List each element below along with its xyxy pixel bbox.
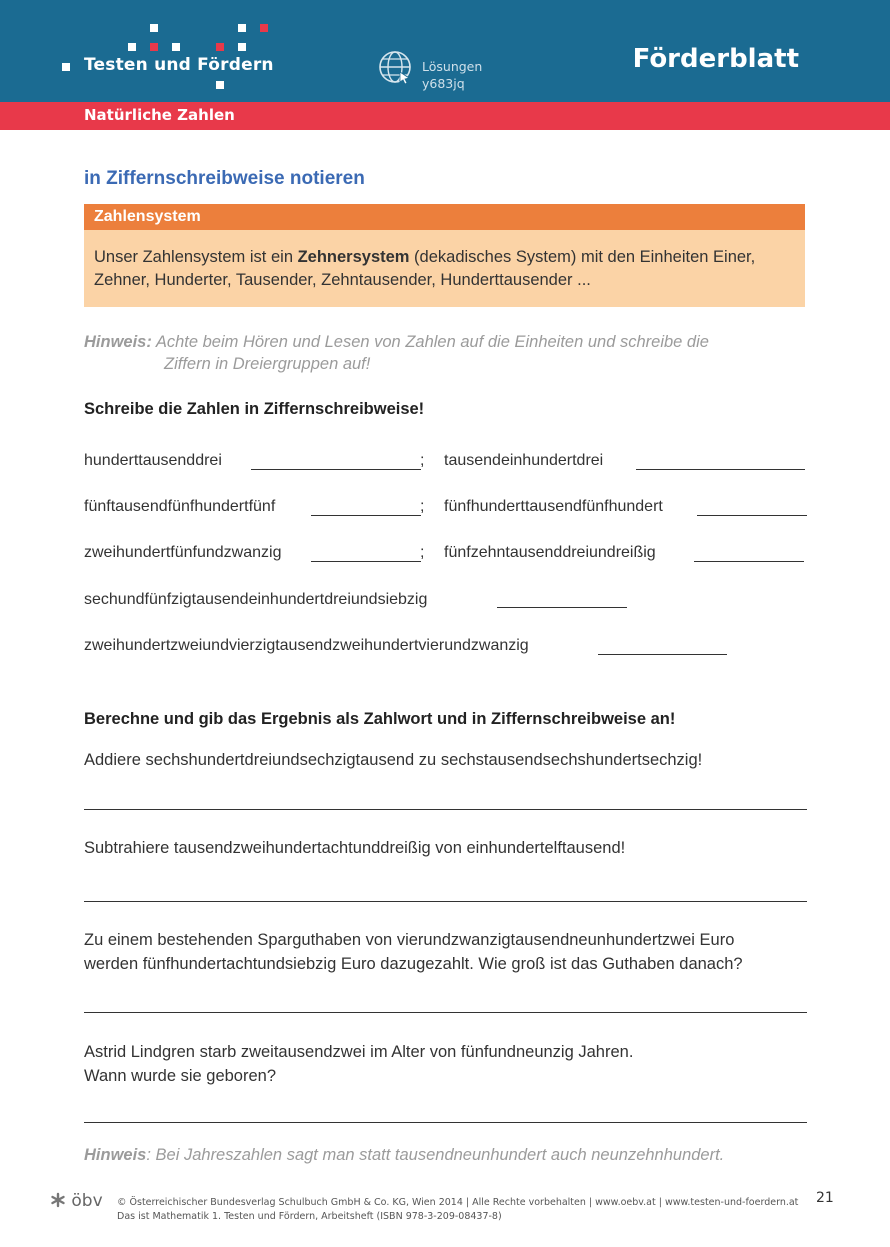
question-4 bbox=[84, 1040, 814, 1088]
info-text-start: Unser Zahlensystem ist ein bbox=[94, 248, 298, 266]
publisher-logo-text: öbv bbox=[71, 1191, 103, 1211]
info-text-bold: Zehnersystem bbox=[297, 248, 410, 266]
number-word: tausendeinhundertdrei bbox=[444, 452, 604, 469]
hint-1 bbox=[84, 331, 784, 375]
separator: ; bbox=[420, 498, 425, 515]
brand-bullet bbox=[62, 63, 70, 71]
answer-blank[interactable] bbox=[697, 515, 807, 516]
answer-line[interactable] bbox=[84, 809, 807, 810]
number-word: sechundfünfzigtausendeinhundertdreiundsiebzig bbox=[84, 591, 428, 608]
hint-line-1: Achte beim Hören und Lesen von Zahlen auf die Einheiten und schreibe die bbox=[151, 333, 709, 351]
number-word: fünftausendfünfhundertfünf bbox=[84, 498, 276, 515]
answer-blank[interactable] bbox=[251, 469, 421, 470]
footer-copyright bbox=[117, 1196, 798, 1224]
question-1 bbox=[84, 748, 814, 772]
info-box-text bbox=[84, 230, 805, 292]
answer-blank[interactable] bbox=[694, 561, 804, 562]
answer-line[interactable] bbox=[84, 1012, 807, 1013]
question-text: Astrid Lindgren starb zweitausendzwei im Alter von fünfundneunzig Jahren. bbox=[84, 1043, 634, 1061]
hint-2 bbox=[84, 1146, 724, 1165]
solutions-link[interactable] bbox=[422, 58, 482, 92]
header-bar bbox=[0, 0, 890, 102]
number-word: fünfzehntausenddreiundreißig bbox=[444, 544, 656, 561]
answer-blank[interactable] bbox=[636, 469, 805, 470]
number-word: hunderttausenddrei bbox=[84, 452, 222, 469]
footer-line-2: Das ist Mathematik 1. Testen und Fördern, Arbeitsheft (ISBN 978-3-209-08437-8) bbox=[117, 1211, 502, 1222]
question-2 bbox=[84, 836, 814, 860]
publisher-logo bbox=[50, 1191, 103, 1211]
task1-instruction: Schreibe die Zahlen in Ziffernschreibweise! bbox=[84, 400, 425, 418]
number-word: fünfhunderttausendfünfhundert bbox=[444, 498, 663, 515]
info-text-end: (dekadisches System) mit den Einheiten Einer, Zehner, Hunderter, Tausender, Zehntausender, Hunderttausender ... bbox=[94, 248, 756, 289]
number-word: zweihundertzweiundvierzigtausendzweihundertvierundzwanzig bbox=[84, 637, 529, 654]
footer-line-1: © Österreichischer Bundesverlag Schulbuch GmbH & Co. KG, Wien 2014 | Alle Rechte vorbehalten | www.oebv.at | www.testen-und-foerdern.at bbox=[117, 1197, 799, 1208]
separator: ; bbox=[420, 544, 425, 561]
brand-name: Testen und Fördern bbox=[84, 55, 274, 75]
answer-blank[interactable] bbox=[598, 654, 727, 655]
hint-text: : Bei Jahreszahlen sagt man statt tausendneunhundert auch neunzehnhundert. bbox=[146, 1146, 725, 1164]
answer-blank[interactable] bbox=[311, 561, 421, 562]
solutions-code: y683jq bbox=[422, 76, 465, 91]
question-3 bbox=[84, 928, 814, 976]
hint-line-2: Ziffern in Dreiergruppen auf! bbox=[164, 355, 371, 373]
page-number: 21 bbox=[816, 1190, 834, 1206]
section-title: in Ziffernschreibweise notieren bbox=[84, 168, 365, 189]
task2-instruction: Berechne und gib das Ergebnis als Zahlwort und in Ziffernschreibweise an! bbox=[84, 710, 676, 728]
topic-label: Natürliche Zahlen bbox=[84, 106, 235, 124]
globe-icon[interactable] bbox=[378, 50, 412, 84]
hint-label: Hinweis bbox=[84, 1146, 147, 1164]
answer-blank[interactable] bbox=[497, 607, 627, 608]
solutions-label: Lösungen bbox=[422, 59, 483, 74]
separator: ; bbox=[420, 452, 425, 469]
answer-line[interactable] bbox=[84, 1122, 807, 1123]
info-box-heading: Zahlensystem bbox=[84, 204, 805, 230]
question-text: Addiere sechshundertdreiundsechzigtausend zu sechstausendsechshundertsechzig! bbox=[84, 751, 703, 769]
info-box bbox=[84, 204, 805, 307]
question-text: Wann wurde sie geboren? bbox=[84, 1067, 277, 1085]
topic-bar bbox=[0, 102, 890, 130]
sheet-title: Förderblatt bbox=[632, 44, 799, 74]
hint-label: Hinweis: bbox=[84, 333, 152, 351]
number-word: zweihundertfünfundzwanzig bbox=[84, 544, 282, 561]
answer-line[interactable] bbox=[84, 901, 807, 902]
asterisk-icon bbox=[50, 1192, 66, 1208]
question-text: Zu einem bestehenden Sparguthaben von vierundzwanzigtausendneunhundertzwei Euro bbox=[84, 931, 735, 949]
answer-blank[interactable] bbox=[311, 515, 421, 516]
question-text: werden fünfhundertachtundsiebzig Euro dazugezahlt. Wie groß ist das Guthaben danach? bbox=[84, 955, 743, 973]
question-text: Subtrahiere tausendzweihundertachtunddreißig von einhundertelftausend! bbox=[84, 839, 626, 857]
